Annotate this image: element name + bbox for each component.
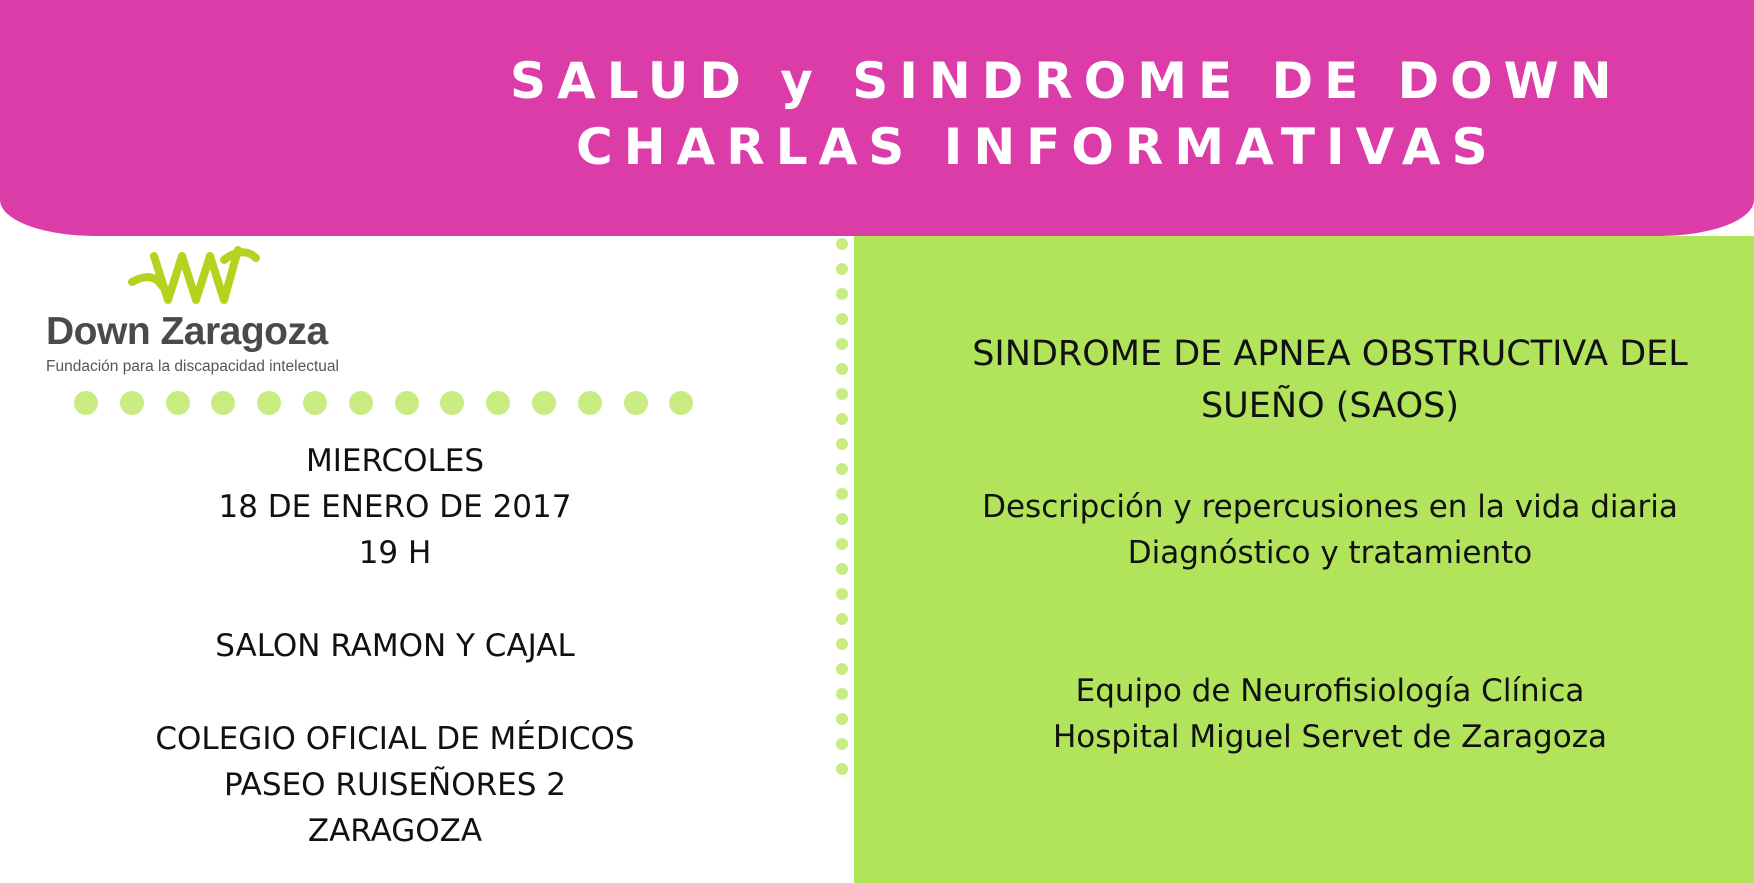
- decorative-dot: [120, 391, 144, 415]
- event-address: PASEO RUISEÑORES 2: [223, 767, 567, 803]
- down-zaragoza-logo-mark: [124, 238, 264, 313]
- event-day: MIERCOLES: [305, 443, 485, 479]
- decorative-dot: [836, 563, 848, 575]
- decorative-dot: [836, 538, 848, 550]
- decorative-dot: [257, 391, 281, 415]
- decorative-dot: [578, 391, 602, 415]
- speaker-hospital: Hospital Miguel Servet de Zaragoza: [1053, 719, 1607, 755]
- header-banner: [0, 0, 1754, 236]
- decorative-dot: [836, 413, 848, 425]
- decorative-dot: [836, 338, 848, 350]
- decorative-dot: [836, 388, 848, 400]
- event-date: 18 DE ENERO DE 2017: [218, 489, 572, 525]
- decorative-dot: [166, 391, 190, 415]
- talk-title-line1: SINDROME DE APNEA OBSTRUCTIVA DEL: [972, 334, 1688, 374]
- decorative-dot: [836, 438, 848, 450]
- talk-title-line2: SUEÑO (SAOS): [1200, 386, 1460, 426]
- decorative-dot: [836, 588, 848, 600]
- decorative-dot: [532, 391, 556, 415]
- decorative-dot: [836, 313, 848, 325]
- decorative-dot: [836, 688, 848, 700]
- decorative-dot: [440, 391, 464, 415]
- talk-topic-1: Descripción y repercusiones en la vida diaria: [982, 489, 1678, 525]
- decorative-dot: [836, 763, 848, 775]
- decorative-dot: [349, 391, 373, 415]
- decorative-dot: [836, 288, 848, 300]
- talk-topic-2: Diagnóstico y tratamiento: [1127, 535, 1533, 571]
- banner-subtitle: CHARLAS INFORMATIVAS: [576, 118, 1499, 176]
- decorative-dot: [74, 391, 98, 415]
- dot-row: [74, 391, 694, 417]
- decorative-dot: [836, 663, 848, 675]
- event-city: ZARAGOZA: [307, 813, 483, 849]
- decorative-dot: [836, 713, 848, 725]
- decorative-dot: [211, 391, 235, 415]
- speaker-team: Equipo de Neurofisiología Clínica: [1075, 673, 1585, 709]
- logo: [44, 238, 384, 378]
- event-venue: COLEGIO OFICIAL DE MÉDICOS: [155, 721, 635, 757]
- decorative-dot: [836, 263, 848, 275]
- decorative-dot: [836, 488, 848, 500]
- logo-name: Down Zaragoza: [46, 310, 328, 353]
- decorative-dot: [836, 238, 848, 250]
- decorative-dot: [624, 391, 648, 415]
- banner-title: SALUD y SINDROME DE DOWN: [510, 52, 1623, 110]
- decorative-dot: [836, 363, 848, 375]
- decorative-dot: [395, 391, 419, 415]
- decorative-dot: [836, 613, 848, 625]
- event-room: SALON RAMON Y CAJAL: [215, 628, 575, 664]
- decorative-dot: [836, 738, 848, 750]
- logo-tagline: Fundación para la discapacidad intelectual: [46, 358, 339, 375]
- decorative-dot: [836, 638, 848, 650]
- dotted-divider: [836, 238, 848, 778]
- event-time: 19 H: [358, 535, 432, 571]
- decorative-dot: [303, 391, 327, 415]
- decorative-dot: [836, 463, 848, 475]
- decorative-dot: [486, 391, 510, 415]
- decorative-dot: [669, 391, 693, 415]
- decorative-dot: [836, 513, 848, 525]
